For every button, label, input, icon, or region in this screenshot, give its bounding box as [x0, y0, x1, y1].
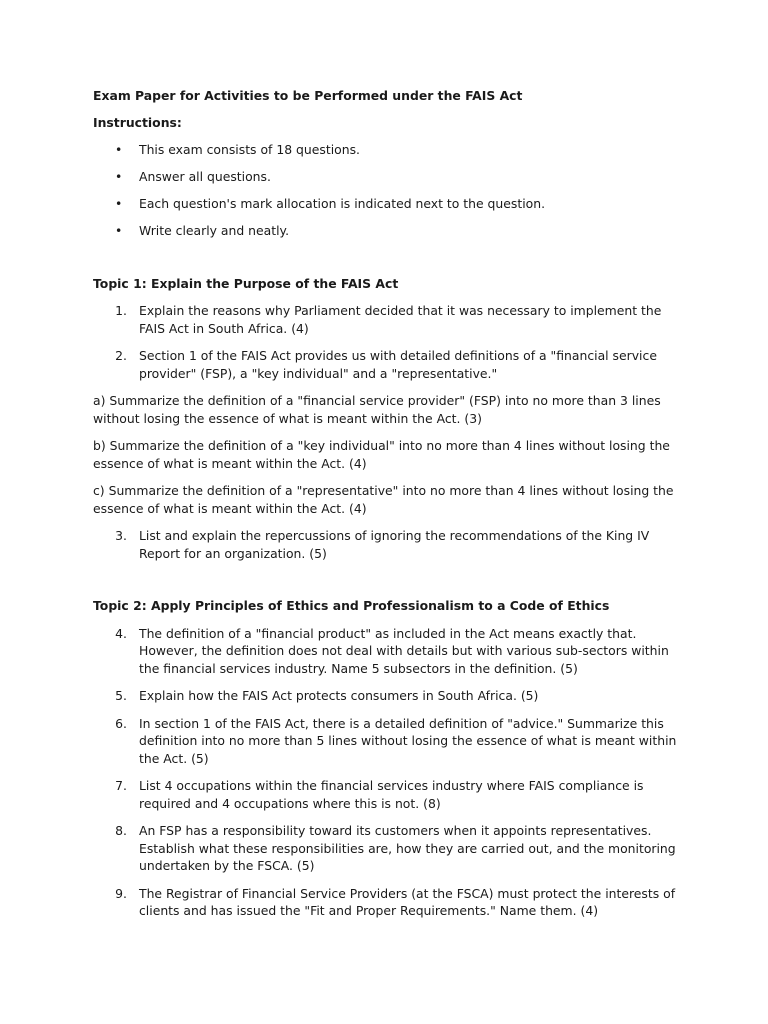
- list-item-text: Answer all questions.: [139, 169, 271, 184]
- list-item: [93, 222, 678, 240]
- bullet-icon: •: [115, 223, 123, 238]
- question-text: The definition of a "financial product" as included in the Act means exactly that. However, the definition does not deal with details but with various sub-sectors within the financial services industry. Name 5 subsectors in the definition. (5): [139, 625, 669, 676]
- question-item: [93, 777, 678, 812]
- list-item: [93, 195, 678, 213]
- question-text: An FSP has a responsibility toward its customers when it appoints representatives. Establish what these responsibilities are, how they are carried out, and the monitoring undertaken by the FSCA. (5): [139, 823, 676, 873]
- question-number: 3.: [115, 528, 127, 543]
- question-number: 4.: [115, 625, 127, 641]
- question-text: Explain the reasons why Parliament decided that it was necessary to implement the FAIS Act in South Africa. (4): [139, 303, 662, 336]
- question-number: 2.: [115, 348, 127, 363]
- question-number: 8.: [115, 823, 127, 838]
- bullet-icon: •: [115, 196, 123, 211]
- bullet-icon: •: [115, 169, 123, 184]
- question-item: [93, 687, 678, 705]
- instructions-heading: Instructions:: [93, 114, 182, 130]
- topic-1-heading: Topic 1: Explain the Purpose of the FAIS Act: [93, 275, 399, 291]
- topic-1-questions-cont: [93, 527, 678, 562]
- question-text: The Registrar of Financial Service Providers (at the FSCA) must protect the interests of clients and has issued the "Fit and Proper Requirements." Name them. (4): [139, 885, 676, 918]
- question-text: Section 1 of the FAIS Act provides us with detailed definitions of a "financial service provider" (FSP), a "key individual" and a "representative.": [139, 348, 657, 381]
- question-number: 6.: [115, 715, 127, 731]
- question-text: In section 1 of the FAIS Act, there is a detailed definition of "advice." Summarize this definition into no more than 5 lines without losing the essence of what is meant within the Act. (5): [139, 715, 677, 766]
- question-text: List and explain the repercussions of ignoring the recommendations of the King IV Report for an organization. (5): [139, 528, 650, 561]
- question-item: [93, 715, 678, 768]
- question-item: [93, 625, 678, 678]
- question-item: [93, 885, 678, 920]
- question-item: [93, 527, 678, 562]
- bullet-icon: •: [115, 142, 123, 157]
- sub-question-b: b) Summarize the definition of a "key individual" into no more than 4 lines without losing the essence of what is meant within the Act. (4): [93, 438, 670, 471]
- list-item-text: Each question's mark allocation is indicated next to the question.: [139, 196, 546, 211]
- list-item-text: Write clearly and neatly.: [139, 223, 290, 238]
- topic-1-questions: [93, 302, 678, 382]
- topic-2-questions: [93, 625, 678, 920]
- question-item: [93, 302, 678, 337]
- question-item: [93, 347, 678, 382]
- list-item-text: This exam consists of 18 questions.: [139, 142, 360, 157]
- question-number: 7.: [115, 778, 127, 793]
- topic-2-heading: Topic 2: Apply Principles of Ethics and Professionalism to a Code of Ethics: [93, 598, 610, 613]
- document-title: Exam Paper for Activities to be Performed under the FAIS Act: [93, 88, 523, 103]
- instructions-list: [93, 141, 678, 240]
- question-text: Explain how the FAIS Act protects consumers in South Africa. (5): [139, 688, 539, 703]
- sub-question-c: c) Summarize the definition of a "representative" into no more than 4 lines without losing the essence of what is meant within the Act. (4): [93, 483, 674, 516]
- list-item: [93, 141, 678, 159]
- sub-question-a: a) Summarize the definition of a "financial service provider" (FSP) into no more than 3 lines without losing the essence of what is meant within the Act. (3): [93, 393, 661, 426]
- list-item: [93, 168, 678, 186]
- question-number: 1.: [115, 303, 127, 318]
- question-text: List 4 occupations within the financial services industry where FAIS compliance is required and 4 occupations where this is not. (8): [139, 778, 644, 811]
- question-item: [93, 822, 678, 875]
- question-number: 5.: [115, 688, 127, 703]
- question-number: 9.: [115, 885, 127, 901]
- document-body: [93, 87, 678, 930]
